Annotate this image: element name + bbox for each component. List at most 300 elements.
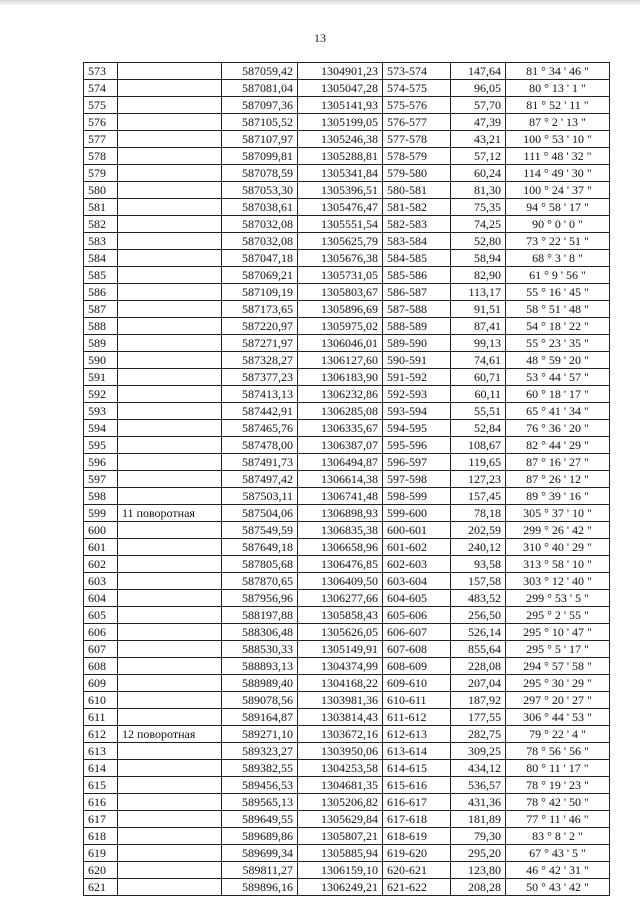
length-cell: 93,58 <box>451 556 506 573</box>
length-cell: 536,57 <box>451 777 506 794</box>
length-cell: 99,13 <box>451 335 506 352</box>
y-coordinate-cell: 1305625,79 <box>298 233 383 250</box>
x-coordinate-cell: 589164,87 <box>222 709 298 726</box>
table-row <box>84 301 610 318</box>
point-note-cell <box>118 539 222 556</box>
length-cell: 282,75 <box>451 726 506 743</box>
coordinates-table <box>83 62 610 896</box>
point-number-cell: 610 <box>84 692 118 709</box>
x-coordinate-cell: 587069,21 <box>222 267 298 284</box>
point-note-cell <box>118 862 222 879</box>
y-coordinate-cell: 1303950,06 <box>298 743 383 760</box>
point-note-cell <box>118 624 222 641</box>
y-coordinate-cell: 1305803,67 <box>298 284 383 301</box>
y-coordinate-cell: 1305807,21 <box>298 828 383 845</box>
point-note-cell <box>118 403 222 420</box>
x-coordinate-cell: 589565,13 <box>222 794 298 811</box>
length-cell: 228,08 <box>451 658 506 675</box>
length-cell: 207,04 <box>451 675 506 692</box>
point-number-cell: 601 <box>84 539 118 556</box>
point-note-cell <box>118 709 222 726</box>
table-row <box>84 318 610 335</box>
bearing-angle-cell: 111 ° 48 ' 32 " <box>506 148 610 165</box>
table-row <box>84 437 610 454</box>
table-row <box>84 743 610 760</box>
segment-cell: 597-598 <box>383 471 451 488</box>
table-row <box>84 165 610 182</box>
point-note-cell <box>118 250 222 267</box>
point-number-cell: 581 <box>84 199 118 216</box>
x-coordinate-cell: 587271,97 <box>222 335 298 352</box>
x-coordinate-cell: 587173,65 <box>222 301 298 318</box>
length-cell: 74,25 <box>451 216 506 233</box>
y-coordinate-cell: 1305476,47 <box>298 199 383 216</box>
point-note-cell <box>118 522 222 539</box>
segment-cell: 598-599 <box>383 488 451 505</box>
point-number-cell: 600 <box>84 522 118 539</box>
table-row <box>84 420 610 437</box>
bearing-angle-cell: 87 ° 26 ' 12 " <box>506 471 610 488</box>
length-cell: 81,30 <box>451 182 506 199</box>
table-row <box>84 607 610 624</box>
y-coordinate-cell: 1305141,93 <box>298 97 383 114</box>
segment-cell: 586-587 <box>383 284 451 301</box>
y-coordinate-cell: 1306232,86 <box>298 386 383 403</box>
bearing-angle-cell: 81 ° 52 ' 11 " <box>506 97 610 114</box>
segment-cell: 608-609 <box>383 658 451 675</box>
point-note-cell <box>118 182 222 199</box>
table-row <box>84 216 610 233</box>
point-note-cell <box>118 199 222 216</box>
length-cell: 157,45 <box>451 488 506 505</box>
point-number-cell: 614 <box>84 760 118 777</box>
bearing-angle-cell: 79 ° 22 ' 4 " <box>506 726 610 743</box>
segment-cell: 595-596 <box>383 437 451 454</box>
x-coordinate-cell: 587053,30 <box>222 182 298 199</box>
x-coordinate-cell: 587059,42 <box>222 63 298 80</box>
table-row <box>84 233 610 250</box>
point-note-cell <box>118 845 222 862</box>
bearing-angle-cell: 77 ° 11 ' 46 " <box>506 811 610 828</box>
bearing-angle-cell: 114 ° 49 ' 30 " <box>506 165 610 182</box>
length-cell: 202,59 <box>451 522 506 539</box>
length-cell: 57,12 <box>451 148 506 165</box>
y-coordinate-cell: 1305975,02 <box>298 318 383 335</box>
y-coordinate-cell: 1306494,87 <box>298 454 383 471</box>
length-cell: 240,12 <box>451 539 506 556</box>
bearing-angle-cell: 55 ° 23 ' 35 " <box>506 335 610 352</box>
y-coordinate-cell: 1306046,01 <box>298 335 383 352</box>
point-note-cell <box>118 386 222 403</box>
bearing-angle-cell: 80 ° 13 ' 1 " <box>506 80 610 97</box>
point-number-cell: 588 <box>84 318 118 335</box>
table-row <box>84 131 610 148</box>
bearing-angle-cell: 295 ° 30 ' 29 " <box>506 675 610 692</box>
length-cell: 113,17 <box>451 284 506 301</box>
y-coordinate-cell: 1305206,82 <box>298 794 383 811</box>
bearing-angle-cell: 94 ° 58 ' 17 " <box>506 199 610 216</box>
point-number-cell: 595 <box>84 437 118 454</box>
segment-cell: 607-608 <box>383 641 451 658</box>
segment-cell: 611-612 <box>383 709 451 726</box>
table-row <box>84 777 610 794</box>
table-row <box>84 454 610 471</box>
point-number-cell: 618 <box>84 828 118 845</box>
table-row <box>84 794 610 811</box>
table-row <box>84 505 610 522</box>
segment-cell: 601-602 <box>383 539 451 556</box>
point-note-cell <box>118 641 222 658</box>
segment-cell: 588-589 <box>383 318 451 335</box>
length-cell: 431,36 <box>451 794 506 811</box>
bearing-angle-cell: 58 ° 51 ' 48 " <box>506 301 610 318</box>
point-note-cell <box>118 556 222 573</box>
point-number-cell: 592 <box>84 386 118 403</box>
x-coordinate-cell: 587047,18 <box>222 250 298 267</box>
point-note-cell <box>118 607 222 624</box>
point-note-cell <box>118 318 222 335</box>
segment-cell: 574-575 <box>383 80 451 97</box>
table-row <box>84 63 610 80</box>
point-note-cell <box>118 165 222 182</box>
y-coordinate-cell: 1306335,67 <box>298 420 383 437</box>
y-coordinate-cell: 1306614,38 <box>298 471 383 488</box>
bearing-angle-cell: 48 ° 59 ' 20 " <box>506 352 610 369</box>
table-row <box>84 352 610 369</box>
point-number-cell: 575 <box>84 97 118 114</box>
length-cell: 87,41 <box>451 318 506 335</box>
bearing-angle-cell: 80 ° 11 ' 17 " <box>506 760 610 777</box>
bearing-angle-cell: 295 ° 10 ' 47 " <box>506 624 610 641</box>
point-note-cell <box>118 131 222 148</box>
x-coordinate-cell: 589811,27 <box>222 862 298 879</box>
segment-cell: 585-586 <box>383 267 451 284</box>
point-note-cell: 11 поворотная <box>118 505 222 522</box>
point-number-cell: 596 <box>84 454 118 471</box>
bearing-angle-cell: 68 ° 3 ' 8 " <box>506 250 610 267</box>
length-cell: 181,89 <box>451 811 506 828</box>
point-note-cell <box>118 794 222 811</box>
y-coordinate-cell: 1305288,81 <box>298 148 383 165</box>
y-coordinate-cell: 1305858,43 <box>298 607 383 624</box>
length-cell: 147,64 <box>451 63 506 80</box>
x-coordinate-cell: 588306,48 <box>222 624 298 641</box>
point-number-cell: 586 <box>84 284 118 301</box>
x-coordinate-cell: 587465,76 <box>222 420 298 437</box>
point-number-cell: 585 <box>84 267 118 284</box>
x-coordinate-cell: 587377,23 <box>222 369 298 386</box>
y-coordinate-cell: 1304374,99 <box>298 658 383 675</box>
y-coordinate-cell: 1304681,35 <box>298 777 383 794</box>
point-number-cell: 607 <box>84 641 118 658</box>
length-cell: 60,11 <box>451 386 506 403</box>
y-coordinate-cell: 1303981,36 <box>298 692 383 709</box>
length-cell: 60,24 <box>451 165 506 182</box>
x-coordinate-cell: 587038,61 <box>222 199 298 216</box>
y-coordinate-cell: 1305626,05 <box>298 624 383 641</box>
length-cell: 78,18 <box>451 505 506 522</box>
length-cell: 187,92 <box>451 692 506 709</box>
x-coordinate-cell: 587109,19 <box>222 284 298 301</box>
table-row <box>84 760 610 777</box>
segment-cell: 610-611 <box>383 692 451 709</box>
bearing-angle-cell: 90 ° 0 ' 0 " <box>506 216 610 233</box>
point-note-cell <box>118 573 222 590</box>
y-coordinate-cell: 1303814,43 <box>298 709 383 726</box>
table-row <box>84 675 610 692</box>
point-note-cell <box>118 216 222 233</box>
bearing-angle-cell: 50 ° 43 ' 42 " <box>506 879 610 896</box>
point-note-cell <box>118 760 222 777</box>
x-coordinate-cell: 587805,68 <box>222 556 298 573</box>
table-row <box>84 845 610 862</box>
table-row <box>84 471 610 488</box>
x-coordinate-cell: 587442,91 <box>222 403 298 420</box>
point-note-cell <box>118 777 222 794</box>
x-coordinate-cell: 589689,86 <box>222 828 298 845</box>
point-number-cell: 619 <box>84 845 118 862</box>
segment-cell: 591-592 <box>383 369 451 386</box>
table-row <box>84 488 610 505</box>
length-cell: 157,58 <box>451 573 506 590</box>
y-coordinate-cell: 1305047,28 <box>298 80 383 97</box>
y-coordinate-cell: 1306127,60 <box>298 352 383 369</box>
point-note-cell <box>118 369 222 386</box>
length-cell: 82,90 <box>451 267 506 284</box>
length-cell: 119,65 <box>451 454 506 471</box>
x-coordinate-cell: 589896,16 <box>222 879 298 896</box>
table-row <box>84 692 610 709</box>
length-cell: 52,84 <box>451 420 506 437</box>
point-number-cell: 573 <box>84 63 118 80</box>
point-number-cell: 620 <box>84 862 118 879</box>
y-coordinate-cell: 1306835,38 <box>298 522 383 539</box>
segment-cell: 612-613 <box>383 726 451 743</box>
bearing-angle-cell: 294 ° 57 ' 58 " <box>506 658 610 675</box>
point-number-cell: 587 <box>84 301 118 318</box>
point-note-cell <box>118 80 222 97</box>
x-coordinate-cell: 589649,55 <box>222 811 298 828</box>
table-row <box>84 403 610 420</box>
point-note-cell <box>118 284 222 301</box>
table-row <box>84 624 610 641</box>
segment-cell: 599-600 <box>383 505 451 522</box>
point-note-cell <box>118 437 222 454</box>
x-coordinate-cell: 587032,08 <box>222 216 298 233</box>
segment-cell: 618-619 <box>383 828 451 845</box>
table-row <box>84 556 610 573</box>
y-coordinate-cell: 1306285,08 <box>298 403 383 420</box>
table-row <box>84 641 610 658</box>
point-number-cell: 602 <box>84 556 118 573</box>
bearing-angle-cell: 310 ° 40 ' 29 " <box>506 539 610 556</box>
point-note-cell <box>118 488 222 505</box>
bearing-angle-cell: 46 ° 42 ' 31 " <box>506 862 610 879</box>
length-cell: 434,12 <box>451 760 506 777</box>
segment-cell: 609-610 <box>383 675 451 692</box>
x-coordinate-cell: 587504,06 <box>222 505 298 522</box>
table-row <box>84 97 610 114</box>
y-coordinate-cell: 1305885,94 <box>298 845 383 862</box>
point-note-cell <box>118 658 222 675</box>
x-coordinate-cell: 587956,96 <box>222 590 298 607</box>
x-coordinate-cell: 587099,81 <box>222 148 298 165</box>
point-number-cell: 577 <box>84 131 118 148</box>
point-number-cell: 582 <box>84 216 118 233</box>
length-cell: 47,39 <box>451 114 506 131</box>
x-coordinate-cell: 587870,65 <box>222 573 298 590</box>
bearing-angle-cell: 295 ° 2 ' 55 " <box>506 607 610 624</box>
bearing-angle-cell: 297 ° 20 ' 27 " <box>506 692 610 709</box>
length-cell: 55,51 <box>451 403 506 420</box>
x-coordinate-cell: 589699,34 <box>222 845 298 862</box>
bearing-angle-cell: 306 ° 44 ' 53 " <box>506 709 610 726</box>
point-note-cell <box>118 420 222 437</box>
y-coordinate-cell: 1306387,07 <box>298 437 383 454</box>
segment-cell: 604-605 <box>383 590 451 607</box>
bearing-angle-cell: 303 ° 12 ' 40 " <box>506 573 610 590</box>
bearing-angle-cell: 100 ° 53 ' 10 " <box>506 131 610 148</box>
y-coordinate-cell: 1305149,91 <box>298 641 383 658</box>
segment-cell: 621-622 <box>383 879 451 896</box>
x-coordinate-cell: 587097,36 <box>222 97 298 114</box>
table-row <box>84 267 610 284</box>
bearing-angle-cell: 83 ° 8 ' 2 " <box>506 828 610 845</box>
table-row <box>84 250 610 267</box>
bearing-angle-cell: 89 ° 39 ' 16 " <box>506 488 610 505</box>
bearing-angle-cell: 53 ° 44 ' 57 " <box>506 369 610 386</box>
point-number-cell: 591 <box>84 369 118 386</box>
length-cell: 91,51 <box>451 301 506 318</box>
table-row <box>84 335 610 352</box>
table-row <box>84 386 610 403</box>
length-cell: 57,70 <box>451 97 506 114</box>
y-coordinate-cell: 1306741,48 <box>298 488 383 505</box>
point-note-cell <box>118 114 222 131</box>
x-coordinate-cell: 589323,27 <box>222 743 298 760</box>
point-number-cell: 589 <box>84 335 118 352</box>
length-cell: 855,64 <box>451 641 506 658</box>
length-cell: 309,25 <box>451 743 506 760</box>
length-cell: 483,52 <box>451 590 506 607</box>
segment-cell: 592-593 <box>383 386 451 403</box>
point-number-cell: 583 <box>84 233 118 250</box>
y-coordinate-cell: 1306658,96 <box>298 539 383 556</box>
segment-cell: 589-590 <box>383 335 451 352</box>
point-note-cell <box>118 352 222 369</box>
segment-cell: 616-617 <box>383 794 451 811</box>
point-number-cell: 611 <box>84 709 118 726</box>
point-number-cell: 598 <box>84 488 118 505</box>
bearing-angle-cell: 100 ° 24 ' 37 " <box>506 182 610 199</box>
table-row <box>84 573 610 590</box>
point-number-cell: 597 <box>84 471 118 488</box>
x-coordinate-cell: 587649,18 <box>222 539 298 556</box>
x-coordinate-cell: 588893,13 <box>222 658 298 675</box>
point-number-cell: 578 <box>84 148 118 165</box>
length-cell: 256,50 <box>451 607 506 624</box>
point-number-cell: 593 <box>84 403 118 420</box>
segment-cell: 606-607 <box>383 624 451 641</box>
y-coordinate-cell: 1306183,90 <box>298 369 383 386</box>
table-row <box>84 726 610 743</box>
point-number-cell: 599 <box>84 505 118 522</box>
point-note-cell <box>118 675 222 692</box>
scan-top-edge <box>0 0 640 6</box>
bearing-angle-cell: 78 ° 19 ' 23 " <box>506 777 610 794</box>
bearing-angle-cell: 73 ° 22 ' 51 " <box>506 233 610 250</box>
segment-cell: 619-620 <box>383 845 451 862</box>
segment-cell: 573-574 <box>383 63 451 80</box>
point-note-cell <box>118 692 222 709</box>
table-row <box>84 539 610 556</box>
x-coordinate-cell: 589078,56 <box>222 692 298 709</box>
x-coordinate-cell: 589271,10 <box>222 726 298 743</box>
table-body <box>84 63 610 896</box>
x-coordinate-cell: 588989,40 <box>222 675 298 692</box>
y-coordinate-cell: 1306476,85 <box>298 556 383 573</box>
bearing-angle-cell: 65 ° 41 ' 34 " <box>506 403 610 420</box>
segment-cell: 576-577 <box>383 114 451 131</box>
segment-cell: 584-585 <box>383 250 451 267</box>
table-row <box>84 522 610 539</box>
bearing-angle-cell: 305 ° 37 ' 10 " <box>506 505 610 522</box>
point-number-cell: 621 <box>84 879 118 896</box>
y-coordinate-cell: 1305629,84 <box>298 811 383 828</box>
point-note-cell <box>118 828 222 845</box>
length-cell: 43,21 <box>451 131 506 148</box>
segment-cell: 605-606 <box>383 607 451 624</box>
x-coordinate-cell: 587549,59 <box>222 522 298 539</box>
table-row <box>84 879 610 896</box>
y-coordinate-cell: 1306249,21 <box>298 879 383 896</box>
point-number-cell: 606 <box>84 624 118 641</box>
point-note-cell <box>118 233 222 250</box>
point-note-cell <box>118 471 222 488</box>
y-coordinate-cell: 1305896,69 <box>298 301 383 318</box>
table-row <box>84 658 610 675</box>
segment-cell: 579-580 <box>383 165 451 182</box>
point-number-cell: 584 <box>84 250 118 267</box>
point-number-cell: 590 <box>84 352 118 369</box>
segment-cell: 583-584 <box>383 233 451 250</box>
table-row <box>84 828 610 845</box>
x-coordinate-cell: 589456,53 <box>222 777 298 794</box>
point-note-cell <box>118 267 222 284</box>
point-number-cell: 613 <box>84 743 118 760</box>
y-coordinate-cell: 1305246,38 <box>298 131 383 148</box>
length-cell: 177,55 <box>451 709 506 726</box>
length-cell: 74,61 <box>451 352 506 369</box>
y-coordinate-cell: 1304168,22 <box>298 675 383 692</box>
point-note-cell <box>118 590 222 607</box>
point-note-cell <box>118 97 222 114</box>
table-row <box>84 148 610 165</box>
y-coordinate-cell: 1306159,10 <box>298 862 383 879</box>
page-number: 13 <box>314 31 326 45</box>
y-coordinate-cell: 1305676,38 <box>298 250 383 267</box>
table-row <box>84 80 610 97</box>
x-coordinate-cell: 588197,88 <box>222 607 298 624</box>
point-number-cell: 579 <box>84 165 118 182</box>
segment-cell: 581-582 <box>383 199 451 216</box>
y-coordinate-cell: 1306409,50 <box>298 573 383 590</box>
point-note-cell <box>118 148 222 165</box>
point-note-cell <box>118 811 222 828</box>
point-note-cell: 12 поворотная <box>118 726 222 743</box>
segment-cell: 594-595 <box>383 420 451 437</box>
bearing-angle-cell: 295 ° 5 ' 17 " <box>506 641 610 658</box>
